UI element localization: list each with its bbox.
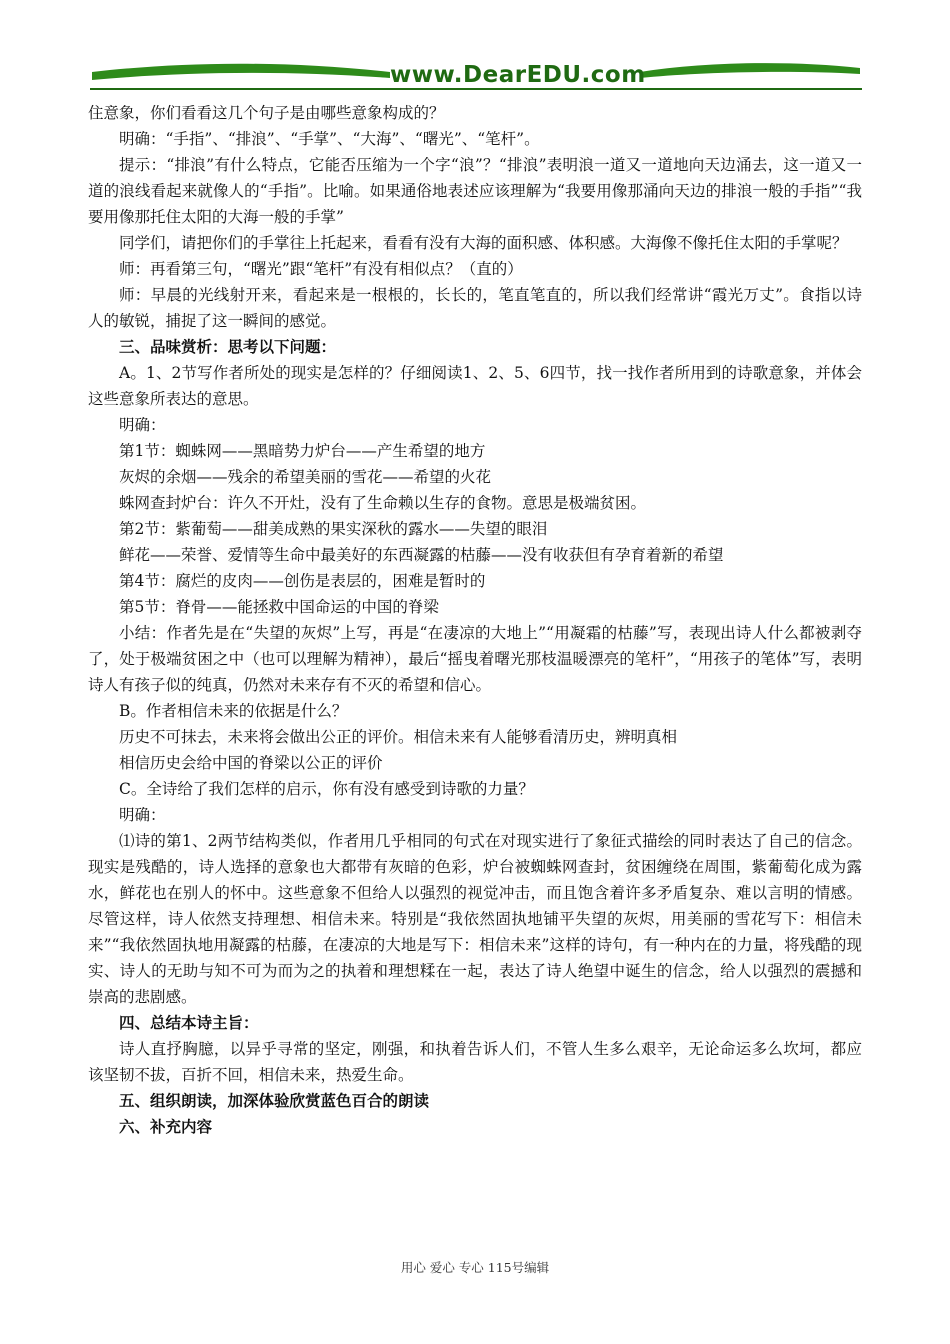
paragraph: ⑴诗的第1、2两节结构类似，作者用几乎相同的句式在对现实进行了象征式描绘的同时表达了自己的信念。现实是残酷的，诗人选择的意象也大都带有灰暗的色彩，炉台被蜘蛛网查封，贫困缠绕在周围，紫葡萄化成为露水，鲜花也在别人的怀中。这些意象不但给人以强烈的视觉冲击，而且饱含着许多矛盾复杂、难以言明的情感。尽管这样，诗人依然支持理想、相信未来。特别是“我依然固执地铺平失望的灰烬，用美丽的雪花写下：相信未来”“我依然固执地用凝露的枯藤，在凄凉的大地是写下：相信未来”这样的诗句，有一种内在的力量，将残酷的现实、诗人的无助与知不可为而为之的执着和理想糅在一起，表达了诗人绝望中诞生的信念，给人以强烈的震撼和崇高的悲剧感。 bbox=[88, 832, 862, 1006]
paragraph: 明确： bbox=[119, 806, 166, 824]
paragraph: 相信历史会给中国的脊梁以公正的评价 bbox=[119, 754, 383, 772]
section-heading: 六、补充内容 bbox=[119, 1117, 213, 1136]
paragraph: 师：早晨的光线射开来，看起来是一根根的，长长的，笔直笔直的，所以我们经常讲“霞光万丈”。食指以诗人的敏锐，捕捉了这一瞬间的感觉。 bbox=[88, 286, 862, 330]
paragraph: 第4节：腐烂的皮肉——创伤是表层的，困难是暂时的 bbox=[119, 572, 486, 590]
paragraph: A。1、2节写作者所处的现实是怎样的？仔细阅读1、2、5、6四节，找一找作者所用到的诗歌意象，并体会这些意象所表达的意思。 bbox=[88, 364, 862, 408]
page-footer: 用心 爱心 专心 115号编辑 bbox=[400, 1260, 550, 1275]
section-heading: 五、组织朗读，加深体验欣赏蓝色百合的朗读 bbox=[119, 1091, 430, 1110]
site-logo-text[interactable]: www.DearEDU.com bbox=[390, 62, 646, 88]
paragraph: 明确：“手指”、“排浪”、“手掌”、“大海”、“曙光”、“笔杆”。 bbox=[119, 130, 540, 148]
paragraph: 同学们，请把你们的手掌往上托起来，看看有没有大海的面积感、体积感。大海像不像托住太阳的手掌呢？ bbox=[119, 234, 848, 252]
paragraph: 明确： bbox=[119, 416, 166, 434]
section-heading: 三、品味赏析：思考以下问题： bbox=[119, 337, 337, 356]
paragraph: 师：再看第三句，“曙光”跟“笔杆”有没有相似点？（直的） bbox=[119, 260, 523, 278]
paragraph: 提示：“排浪”有什么特点，它能否压缩为一个字“浪”？“排浪”表明浪一道又一道地向天边涌去，这一道又一道的浪线看起来就像人的“手指”。比喻。如果通俗地表述应该理解为“我要用像那涌向天边的排浪一般的手指”“我要用像那托住太阳的大海一般的手掌” bbox=[88, 156, 862, 226]
paragraph: 小结：作者先是在“失望的灰烬”上写，再是“在凄凉的大地上”“用凝霜的枯藤”写，表现出诗人什么都被剥夺了，处于极端贫困之中（也可以理解为精神），最后“摇曳着曙光那枝温暖漂亮的笔杆”，“用孩子的笔体”写，表明诗人有孩子似的纯真，仍然对未来存有不灭的希望和信心。 bbox=[88, 624, 862, 694]
paragraph: 蛛网查封炉台：许久不开灶，没有了生命赖以生存的食物。意思是极端贫困。 bbox=[119, 494, 647, 512]
paragraph: 灰烬的余烟——残余的希望美丽的雪花——希望的火花 bbox=[119, 468, 492, 486]
paragraph: B。作者相信未来的依据是什么？ bbox=[119, 702, 348, 720]
paragraph: 第2节：紫葡萄——甜美成熟的果实深秋的露水——失望的眼泪 bbox=[119, 520, 548, 538]
site-header bbox=[90, 58, 862, 98]
paragraph: 历史不可抹去，未来将会做出公正的评价。相信未来有人能够看清历史，辨明真相 bbox=[119, 728, 678, 746]
paragraph: 鲜花——荣誉、爱情等生命中最美好的东西凝露的枯藤——没有收获但有孕育着新的希望 bbox=[119, 546, 724, 564]
paragraph: 第1节：蜘蛛网——黑暗势力炉台——产生希望的地方 bbox=[119, 442, 486, 460]
paragraph: 住意象，你们看看这几个句子是由哪些意象构成的？ bbox=[88, 104, 445, 122]
paragraph: 第5节：脊骨——能拯救中国命运的中国的脊梁 bbox=[119, 598, 439, 616]
section-heading: 四、总结本诗主旨： bbox=[119, 1013, 259, 1032]
document-body bbox=[88, 100, 862, 1140]
paragraph: 诗人直抒胸臆，以异乎寻常的坚定，刚强，和执着告诉人们，不管人生多么艰辛，无论命运多么坎坷，都应该坚韧不拔，百折不回，相信未来，热爱生命。 bbox=[88, 1040, 862, 1084]
paragraph: C。全诗给了我们怎样的启示，你有没有感受到诗歌的力量？ bbox=[119, 780, 534, 798]
